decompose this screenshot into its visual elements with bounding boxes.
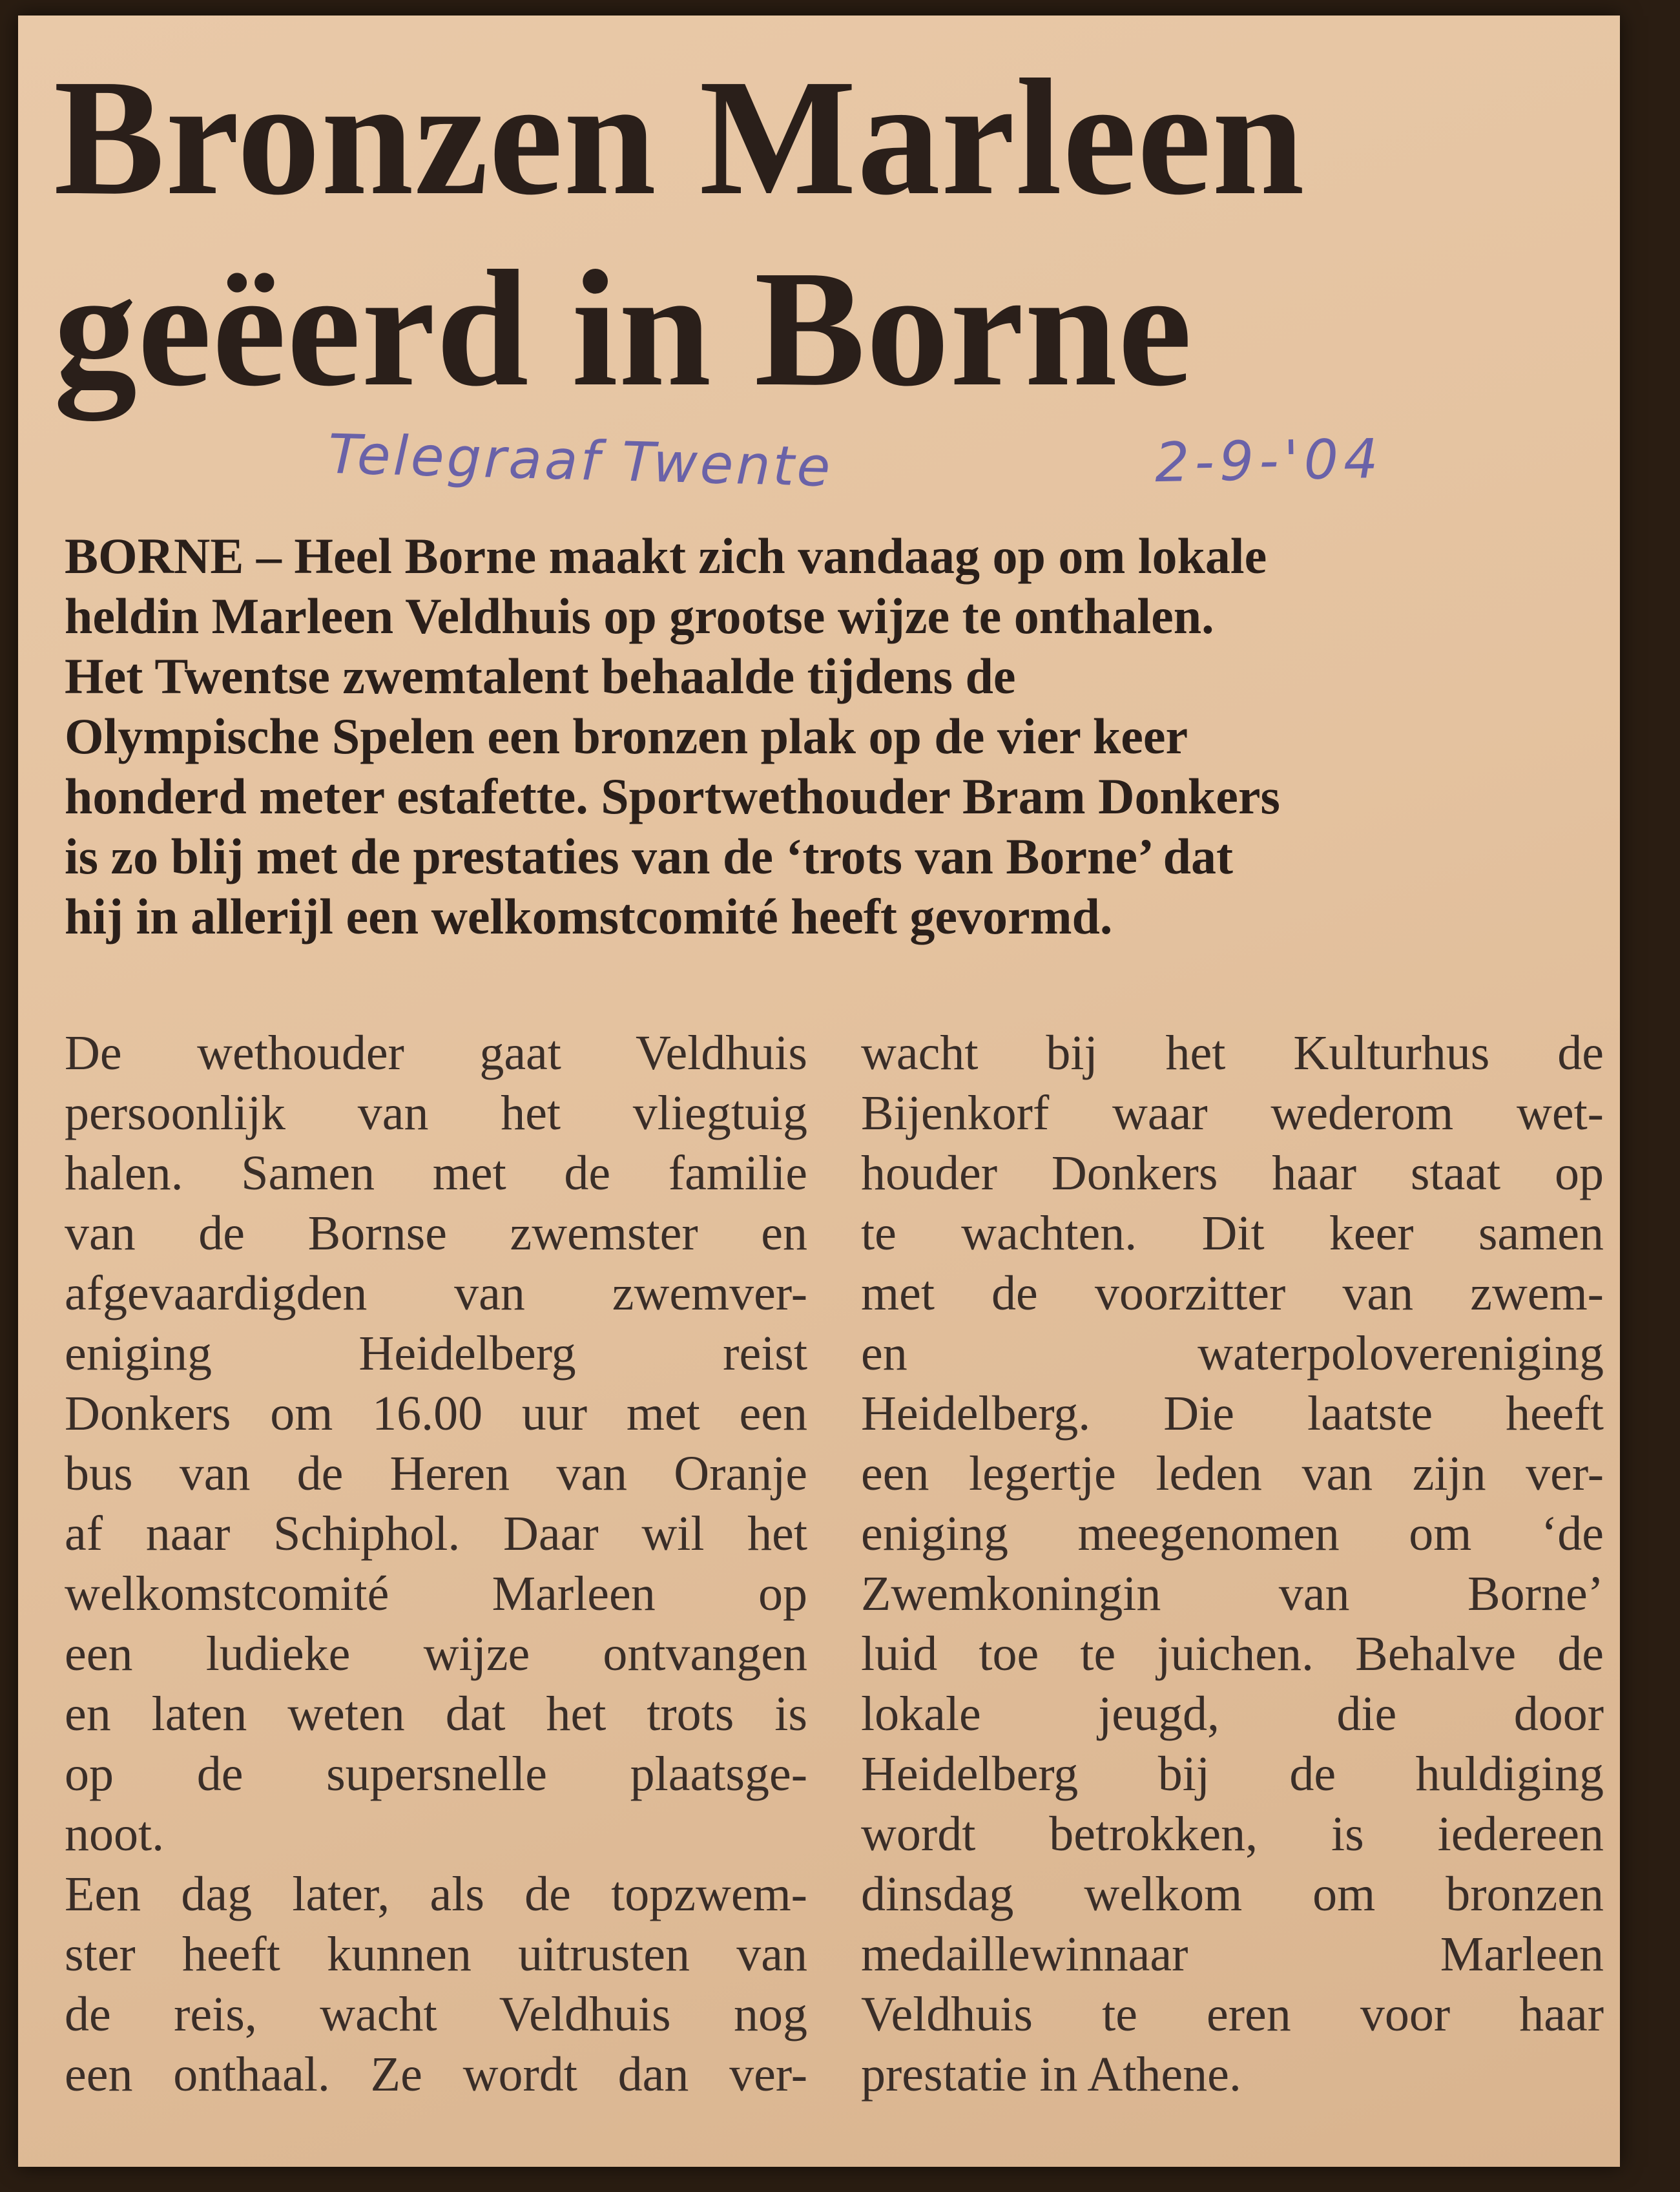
body-line: noot.: [65, 1807, 165, 1861]
lead-line: BORNE – Heel Borne maakt zich vandaag op om lokale: [65, 528, 1267, 584]
body-line: afgevaardigden van zwemver-: [65, 1266, 807, 1320]
body-column-right: [861, 1023, 1604, 2105]
body-line: met de voorzitter van zwem-: [861, 1266, 1604, 1320]
body-line: op de supersnelle plaatsge-: [65, 1747, 807, 1801]
body-line: dinsdag welkom om bronzen: [861, 1867, 1604, 1921]
body-line: wordt betrokken, is iedereen: [861, 1807, 1604, 1861]
body-line: Veldhuis te eren voor haar: [861, 1987, 1604, 2041]
lead-line: heldin Marleen Veldhuis op grootse wijze te onthalen.: [65, 588, 1214, 644]
body-line: af naar Schiphol. Daar wil het: [65, 1507, 807, 1561]
body-line: en laten weten dat het trots is: [65, 1687, 807, 1741]
body-line: welkomstcomité Marleen op: [65, 1567, 807, 1621]
body-line: Heidelberg. Die laatste heeft: [861, 1386, 1604, 1441]
body-line: ster heeft kunnen uitrusten van: [65, 1927, 807, 1981]
body-line: de reis, wacht Veldhuis nog: [65, 1987, 807, 2041]
lead-line: honderd meter estafette. Sportwethouder Bram Donkers: [65, 768, 1280, 824]
lead-line: is zo blij met de prestaties van de ‘trots van Borne’ dat: [65, 828, 1234, 884]
lead-paragraph: [65, 526, 1602, 946]
body-line: Zwemkoningin van Borne’: [861, 1567, 1604, 1621]
handwritten-annotation: [18, 422, 1620, 506]
newspaper-clipping: [18, 16, 1620, 2167]
body-line: eniging meegenomen om ‘de: [861, 1507, 1604, 1561]
lead-line: hij in allerijl een welkomstcomité heeft gevormd.: [65, 888, 1113, 945]
body-line: een ludieke wijze ontvangen: [65, 1627, 807, 1681]
body-line: persoonlijk van het vliegtuig: [65, 1086, 807, 1140]
body-line: medaillewinnaar Marleen: [861, 1927, 1604, 1981]
body-line: prestatie in Athene.: [861, 2047, 1241, 2102]
headline-line-2: geëerd in Borne: [54, 236, 1193, 421]
headline: [54, 41, 1604, 424]
body-line: Donkers om 16.00 uur met een: [65, 1386, 807, 1441]
body-line: wacht bij het Kulturhus de: [861, 1026, 1604, 1080]
body-line: lokale jeugd, die door: [861, 1687, 1604, 1741]
handwritten-date: 2-9-'04: [1154, 426, 1384, 495]
lead-line: Het Twentse zwemtalent behaalde tijdens de: [65, 648, 1016, 704]
body-line: bus van de Heren van Oranje: [65, 1446, 807, 1501]
body-line: te wachten. Dit keer samen: [861, 1206, 1604, 1260]
body-line: halen. Samen met de familie: [65, 1146, 807, 1200]
handwritten-source: Telegraaf Twente: [327, 422, 834, 499]
headline-line-1: Bronzen Marleen: [54, 45, 1305, 229]
body-line: een legertje leden van zijn ver-: [861, 1446, 1604, 1501]
body-column-left: [65, 1023, 807, 2105]
body-line: De wethouder gaat Veldhuis: [65, 1026, 807, 1080]
body-line: houder Donkers haar staat op: [861, 1146, 1604, 1200]
body-line: en waterpolovereniging: [861, 1326, 1604, 1381]
body-line: Een dag later, als de topzwem-: [65, 1867, 807, 1921]
body-line: Bijenkorf waar wederom wet-: [861, 1086, 1604, 1140]
body-line: luid toe te juichen. Behalve de: [861, 1627, 1604, 1681]
body-line: een onthaal. Ze wordt dan ver-: [65, 2047, 807, 2102]
body-line: Heidelberg bij de huldiging: [861, 1747, 1604, 1801]
body-line: van de Bornse zwemster en: [65, 1206, 807, 1260]
body-line: eniging Heidelberg reist: [65, 1326, 807, 1381]
lead-line: Olympische Spelen een bronzen plak op de vier keer: [65, 708, 1188, 764]
